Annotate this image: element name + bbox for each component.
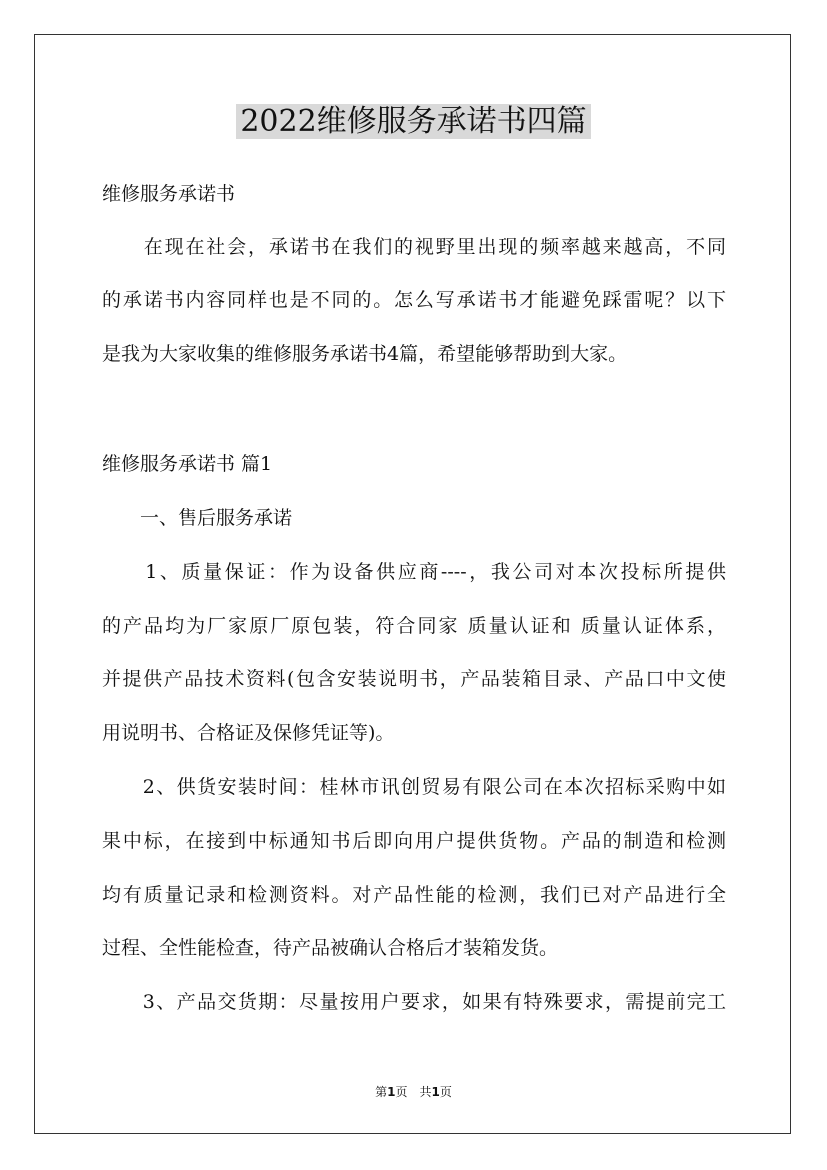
section-heading: 维修服务承诺书 篇1 xyxy=(102,453,273,475)
paragraph-line: 均有质量记录和检测资料。对产品性能的检测，我们已对产品进行全 xyxy=(102,884,726,906)
paragraph-line: 在现在社会，承诺书在我们的视野里出现的频率越来越高，不同 xyxy=(102,236,726,258)
page-footer xyxy=(0,1083,827,1101)
paragraph-line: 一、售后服务承诺 xyxy=(102,507,293,529)
paragraph-line: 是我为大家收集的维修服务承诺书4篇，希望能够帮助到大家。 xyxy=(102,343,628,365)
page-suffix: 页 xyxy=(439,1085,452,1099)
section-heading: 维修服务承诺书 xyxy=(102,183,236,205)
paragraph-line: 用说明书、合格证及保修凭证等)。 xyxy=(102,722,395,744)
paragraph-line: 1、质量保证：作为设备供应商----，我公司对本次投标所提供 xyxy=(102,561,726,583)
paragraph-line: 果中标，在接到中标通知书后即向用户提供货物。产品的制造和检测 xyxy=(102,830,726,852)
paragraph-line: 并提供产品技术资料(包含安装说明书，产品装箱目录、产品口中文使 xyxy=(102,668,726,690)
page-total: 1 xyxy=(431,1085,440,1099)
paragraph-line: 3、产品交货期：尽量按用户要求，如果有特殊要求，需提前完工 xyxy=(102,991,726,1013)
page-current: 1 xyxy=(387,1085,396,1099)
paragraph-line: 的承诺书内容同样也是不同的。怎么写承诺书才能避免踩雷呢？以下 xyxy=(102,289,726,311)
page-mid: 页 共 xyxy=(395,1085,432,1099)
paragraph-line: 的产品均为厂家原厂原包装，符合同家 质量认证和 质量认证体系， xyxy=(102,615,726,637)
document-title xyxy=(0,100,827,144)
page-prefix: 第 xyxy=(375,1085,388,1099)
document-title-text: 2022维修服务承诺书四篇 xyxy=(236,104,590,139)
paragraph-line: 2、供货安装时间：桂林市讯创贸易有限公司在本次招标采购中如 xyxy=(102,776,726,798)
paragraph-line: 过程、全性能检查，待产品被确认合格后才装箱发货。 xyxy=(102,937,559,959)
